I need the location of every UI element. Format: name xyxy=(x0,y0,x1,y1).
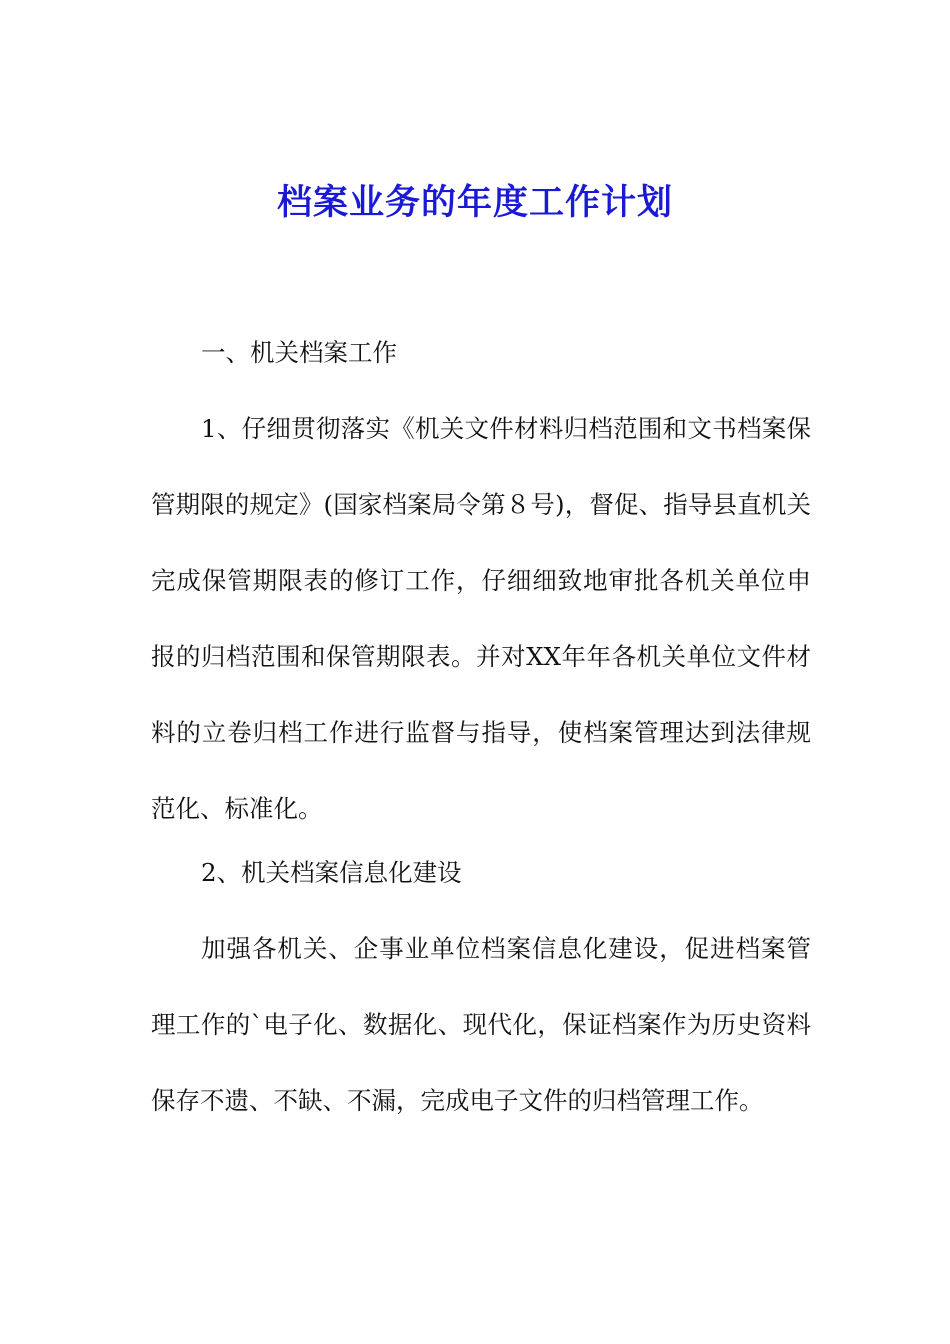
document-title: 档案业务的年度工作计划 xyxy=(276,183,673,223)
paragraph-item-1: 1、仔细贯彻落实《机关文件材料归档范围和文书档案保管期限的规定》(国家档案局令第８号)，督促、指导县直机关完成保管期限表的修订工作，仔细细致地审批各机关单位申报的归档范围和保管期限表。并对XX年年各机关单位文件材料的立卷归档工作进行监督与指导，使档案管理达到法律规范化、标准化。 xyxy=(151,414,811,823)
section-heading: 一、机关档案工作 xyxy=(201,338,397,367)
paragraph-item-2: 加强各机关、企事业单位档案信息化建设，促进档案管理工作的`电子化、数据化、现代化，保证档案作为历史资料保存不遗、不缺、不漏，完成电子文件的归档管理工作。 xyxy=(151,934,811,1115)
subsection-heading-2: 2、机关档案信息化建设 xyxy=(201,858,462,887)
